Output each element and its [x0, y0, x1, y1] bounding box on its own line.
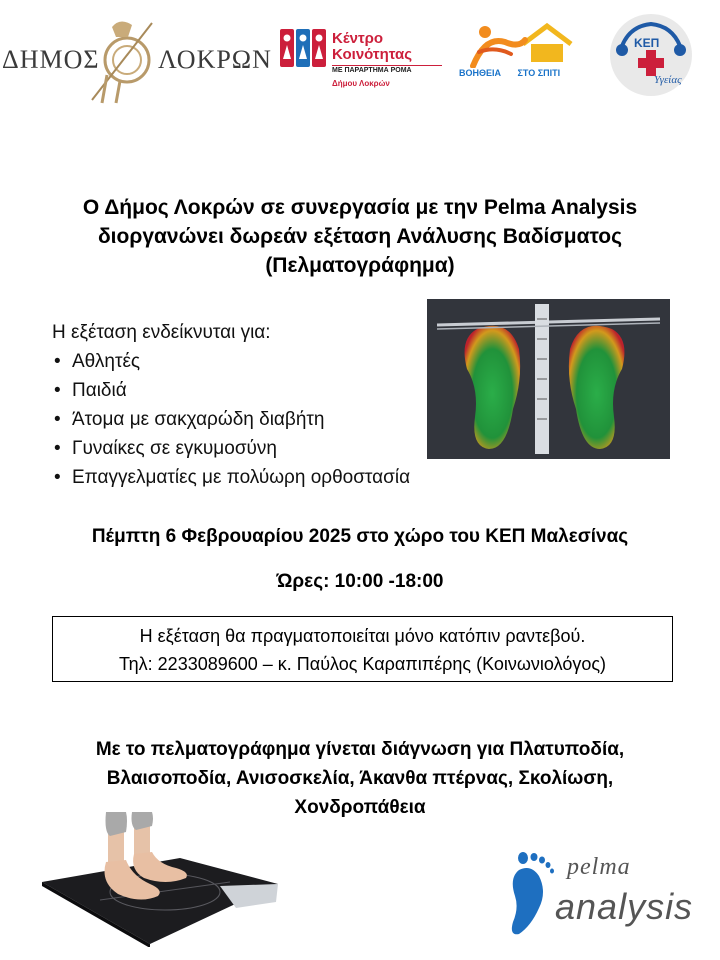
headline-line-3: (Πελματογράφημα) [265, 254, 455, 277]
kentro-logo-divider [332, 65, 442, 66]
community-people-icon [280, 29, 328, 69]
indication-item: • Παιδιά [52, 376, 482, 405]
kep-ygeias-logo [608, 12, 694, 98]
kep-logo-abbr: ΚΕΠ [634, 36, 660, 50]
indications-section [52, 318, 482, 492]
diagnosis-text [20, 735, 700, 822]
appointment-note: Η εξέταση θα πραγματοποιείται μόνο κατόπιν ραντεβού. [139, 626, 586, 646]
indication-item: • Γυναίκες σε εγκυμοσύνη [52, 434, 482, 463]
feet-on-pressure-mat-image [40, 812, 280, 947]
dimos-lokron-logo [0, 15, 272, 105]
dimos-logo-left-word: ΔΗΜΟΣ [2, 45, 100, 74]
pelma-logo-word-2: analysis [555, 886, 694, 927]
appointment-box [52, 616, 673, 682]
voitheia-sto-spiti-logo [455, 20, 590, 100]
pelma-logo-word-1: pelma [567, 854, 631, 880]
headline-line-1: Ο Δήμος Λοκρών σε συνεργασία με την Pelma Analysis [82, 196, 638, 219]
warrior-emblem-icon [82, 15, 162, 105]
diagnosis-line-1: Με το πελματογράφημα γίνεται διάγνωση για Πλατυποδία, [95, 739, 625, 760]
pelma-analysis-logo [505, 848, 705, 938]
indications-list [52, 347, 482, 492]
voitheia-logo-word-a: ΒΟΗΘΕΙΑ [459, 68, 502, 78]
event-headline [20, 193, 700, 280]
diagnosis-line-3: Χονδροπάθεια [294, 797, 426, 818]
house-with-figure-icon [465, 22, 575, 68]
kentro-logo-subtitle: ΜΕ ΠΑΡΑΡΤΗΜΑ ΡΟΜΑ [332, 67, 412, 74]
voitheia-logo-text [459, 68, 560, 78]
indication-item: • Επαγγελματίες με πολύωρη ορθοστασία [52, 463, 482, 492]
indication-item: • Άτομα με σακχαρώδη διαβήτη [52, 405, 482, 434]
indication-item: • Αθλητές [52, 347, 482, 376]
kentro-koinotitas-logo [280, 25, 445, 95]
foot-pressure-scan-image [427, 299, 670, 459]
voitheia-logo-word-b: ΣΤΟ ΣΠΙΤΙ [517, 68, 561, 78]
event-hours: Ώρες: 10:00 -18:00 [276, 571, 444, 592]
appointment-contact: Τηλ: 2233089600 – κ. Παύλος Καραπιπέρης (Κοινωνιολόγος) [118, 654, 607, 674]
kentro-logo-municipality: Δήμου Λοκρών [332, 79, 390, 88]
diagnosis-line-2: Βλαισοποδία, Ανισοσκελία, Άκανθα πτέρνας, Σκολίωση, [106, 768, 614, 789]
kentro-logo-title: Κέντρο Κοινότητας [332, 30, 413, 63]
headline-line-2: διοργανώνει δωρεάν εξέταση Ανάλυσης Βαδίσματος [97, 225, 623, 248]
kep-logo-script: Υγείας [654, 74, 682, 86]
event-date: Πέμπτη 6 Φεβρουαρίου 2025 στο χώρο του ΚΕΠ Μαλεσίνας [91, 526, 629, 547]
dimos-logo-right-word: ΛΟΚΡΩΝ [158, 45, 272, 74]
indications-intro: Η εξέταση ενδείκνυται για: [52, 322, 271, 343]
